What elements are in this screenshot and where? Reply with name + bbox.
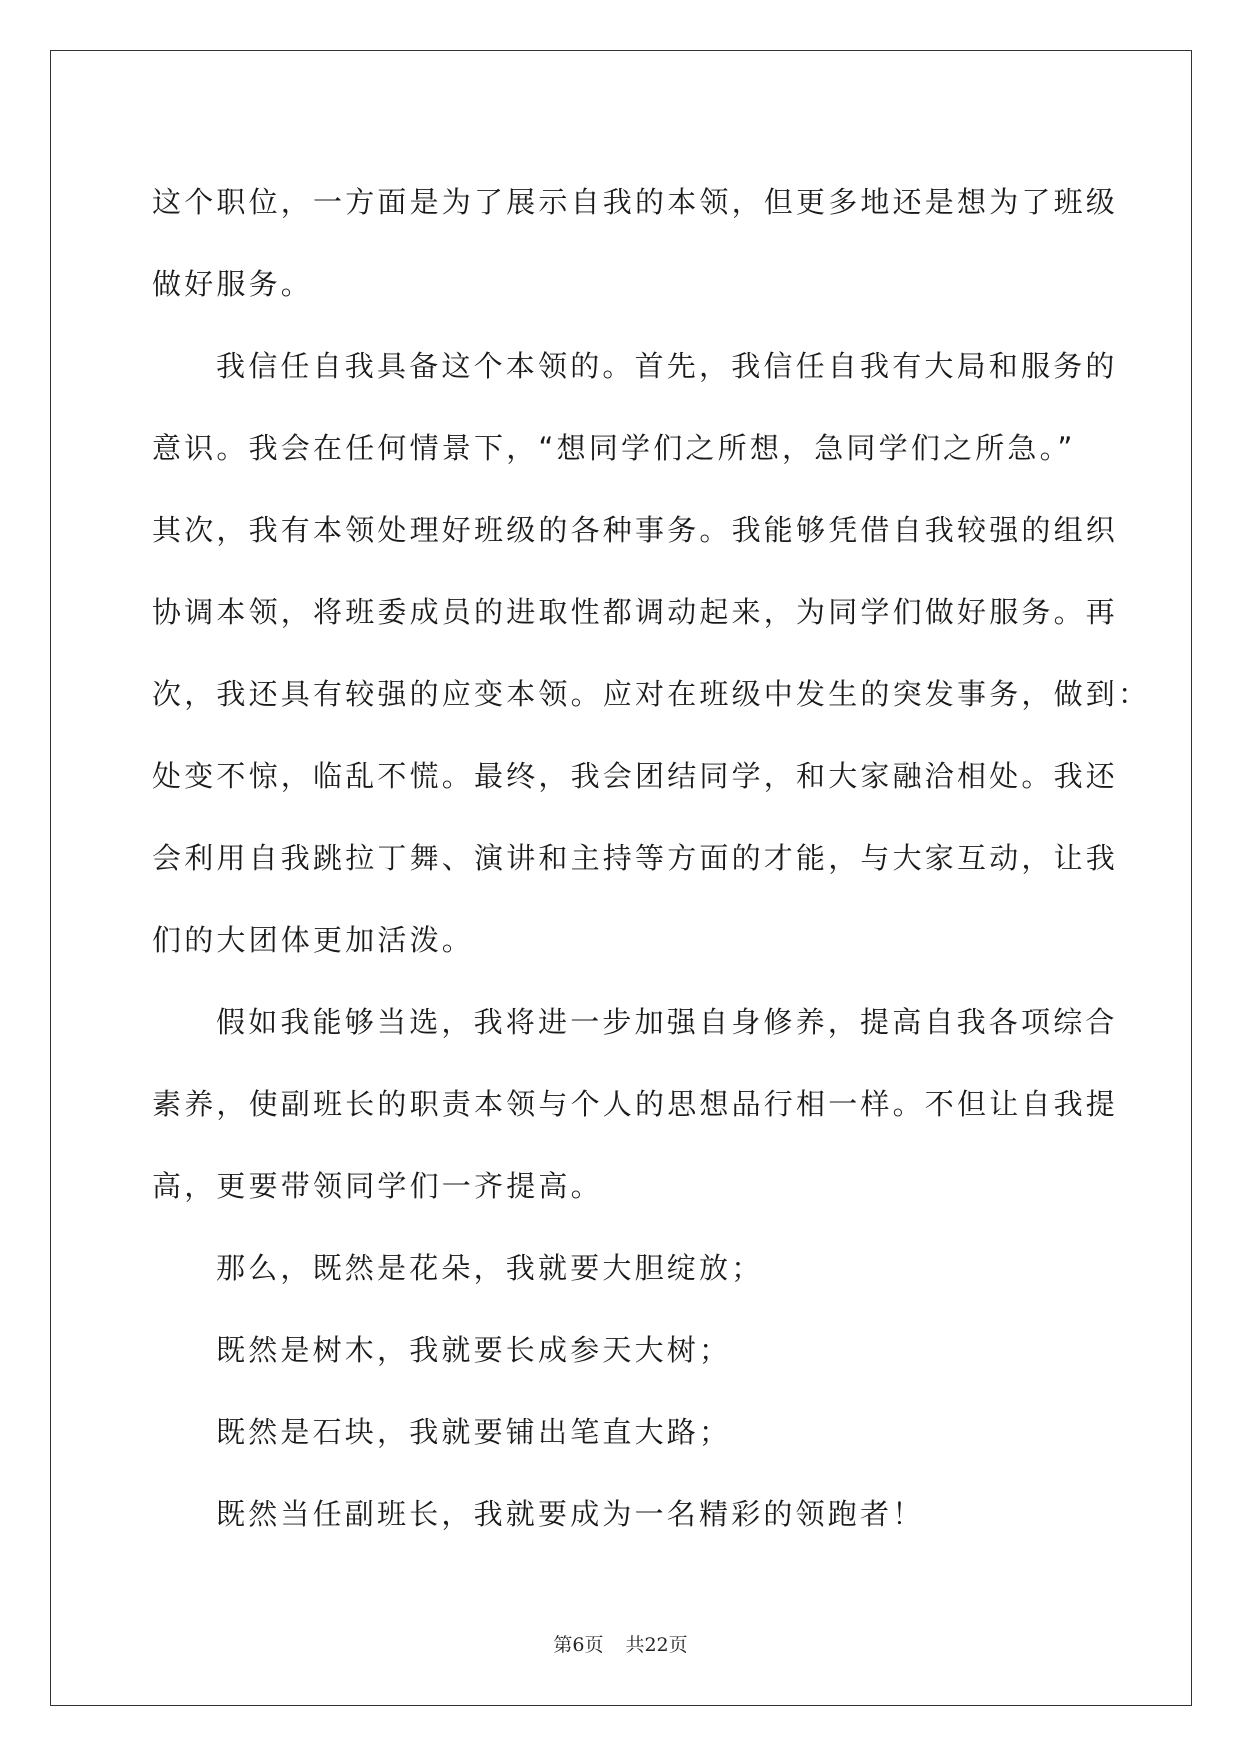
text-line: 会利用自我跳拉丁舞、演讲和主持等方面的才能，与大家互动，让我: [152, 841, 1119, 875]
text-line: 其次，我有本领处理好班级的各种事务。我能够凭借自我较强的组织: [152, 513, 1119, 547]
text-line: 次，我还具有较强的应变本领。应对在班级中发生的突发事务，做到：: [152, 677, 1151, 711]
page-footer: [0, 1630, 1241, 1657]
paragraph-start-line: 既然是石块，我就要铺出笔直大路；: [216, 1415, 732, 1449]
text-line: 意识。我会在任何情景下，“想同学们之所想，急同学们之所急。”: [152, 431, 1076, 465]
paragraph-start-line: 既然当任副班长，我就要成为一名精彩的领跑者！: [216, 1497, 925, 1531]
page-number: 第6页: [553, 1634, 604, 1656]
paragraph-start-line: 既然是树木，我就要长成参天大树；: [216, 1333, 732, 1367]
text-line: 们的大团体更加活泼。: [152, 923, 475, 957]
paragraph-start-line: 我信任自我具备这个本领的。首先，我信任自我有大局和服务的: [216, 349, 1118, 383]
page-total: 共22页: [625, 1634, 688, 1656]
text-line: 处变不惊，临乱不慌。最终，我会团结同学，和大家融洽相处。我还: [152, 759, 1119, 793]
text-line: 协调本领，将班委成员的进取性都调动起来，为同学们做好服务。再: [152, 595, 1119, 629]
text-line: 高，更要带领同学们一齐提高。: [152, 1169, 603, 1203]
document-body: [152, 161, 1151, 1555]
text-line: 素养，使副班长的职责本领与个人的思想品行相一样。不但让自我提: [152, 1087, 1119, 1121]
text-line: 这个职位，一方面是为了展示自我的本领，但更多地还是想为了班级: [152, 185, 1119, 219]
text-line: 做好服务。: [152, 267, 314, 301]
paragraph-start-line: 假如我能够当选，我将进一步加强自身修养，提高自我各项综合: [216, 1005, 1118, 1039]
paragraph-start-line: 那么，既然是花朵，我就要大胆绽放；: [216, 1251, 764, 1285]
